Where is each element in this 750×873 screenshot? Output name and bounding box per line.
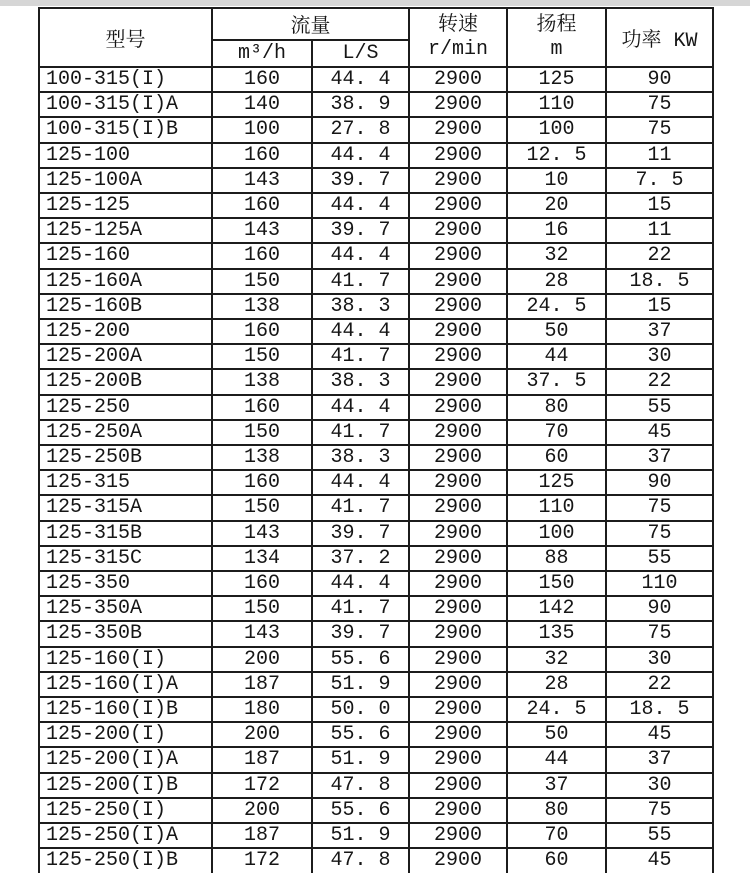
cell-flow-m3h: 160 (212, 143, 312, 168)
cell-model: 125-350 (39, 571, 212, 596)
cell-speed: 2900 (409, 168, 507, 193)
cell-flow-m3h: 160 (212, 243, 312, 268)
cell-model: 125-200B (39, 369, 212, 394)
cell-power: 30 (606, 647, 713, 672)
table-row (39, 798, 713, 823)
cell-flow-ls: 41. 7 (312, 344, 409, 369)
cell-model: 125-125 (39, 193, 212, 218)
cell-model: 125-100 (39, 143, 212, 168)
cell-speed: 2900 (409, 647, 507, 672)
table-body (39, 67, 713, 873)
cell-flow-ls: 55. 6 (312, 647, 409, 672)
cell-model: 125-315 (39, 470, 212, 495)
cell-speed: 2900 (409, 395, 507, 420)
table-row (39, 420, 713, 445)
cell-model: 125-160(I) (39, 647, 212, 672)
header-speed (409, 8, 507, 67)
cell-speed: 2900 (409, 798, 507, 823)
table-row (39, 848, 713, 873)
cell-flow-m3h: 200 (212, 722, 312, 747)
cell-model: 100-315(I) (39, 67, 212, 92)
cell-power: 90 (606, 67, 713, 92)
cell-speed: 2900 (409, 848, 507, 873)
cell-head: 70 (507, 823, 606, 848)
cell-power: 37 (606, 319, 713, 344)
cell-model: 125-350B (39, 621, 212, 646)
cell-flow-m3h: 134 (212, 546, 312, 571)
cell-flow-m3h: 150 (212, 269, 312, 294)
page-top-edge (0, 0, 750, 6)
cell-flow-m3h: 160 (212, 470, 312, 495)
header-model: 型号 (39, 8, 212, 67)
cell-flow-m3h: 143 (212, 521, 312, 546)
table-row (39, 672, 713, 697)
cell-head: 28 (507, 269, 606, 294)
cell-flow-m3h: 187 (212, 823, 312, 848)
cell-model: 125-200A (39, 344, 212, 369)
cell-flow-ls: 38. 3 (312, 445, 409, 470)
cell-head: 80 (507, 395, 606, 420)
cell-model: 125-315C (39, 546, 212, 571)
cell-speed: 2900 (409, 470, 507, 495)
cell-speed: 2900 (409, 747, 507, 772)
cell-power: 75 (606, 117, 713, 142)
cell-head: 88 (507, 546, 606, 571)
cell-head: 60 (507, 445, 606, 470)
table-header (39, 8, 713, 67)
cell-head: 70 (507, 420, 606, 445)
cell-flow-m3h: 140 (212, 92, 312, 117)
cell-flow-m3h: 200 (212, 798, 312, 823)
cell-power: 22 (606, 672, 713, 697)
table-row (39, 243, 713, 268)
cell-model: 125-250(I)A (39, 823, 212, 848)
cell-speed: 2900 (409, 546, 507, 571)
cell-speed: 2900 (409, 344, 507, 369)
cell-flow-m3h: 138 (212, 369, 312, 394)
cell-head: 24. 5 (507, 294, 606, 319)
cell-flow-m3h: 143 (212, 621, 312, 646)
cell-speed: 2900 (409, 420, 507, 445)
table-row (39, 823, 713, 848)
cell-head: 37 (507, 773, 606, 798)
cell-flow-ls: 44. 4 (312, 470, 409, 495)
table-row (39, 647, 713, 672)
cell-model: 125-200 (39, 319, 212, 344)
cell-head: 44 (507, 344, 606, 369)
cell-flow-ls: 37. 2 (312, 546, 409, 571)
cell-power: 37 (606, 445, 713, 470)
cell-head: 135 (507, 621, 606, 646)
cell-flow-m3h: 180 (212, 697, 312, 722)
cell-model: 125-160(I)B (39, 697, 212, 722)
cell-flow-ls: 44. 4 (312, 395, 409, 420)
cell-flow-m3h: 160 (212, 193, 312, 218)
cell-head: 125 (507, 470, 606, 495)
table-row (39, 117, 713, 142)
cell-flow-m3h: 160 (212, 395, 312, 420)
table-row (39, 193, 713, 218)
table-row (39, 218, 713, 243)
header-row-1 (39, 8, 713, 40)
table-row (39, 571, 713, 596)
cell-speed: 2900 (409, 495, 507, 520)
cell-head: 24. 5 (507, 697, 606, 722)
cell-flow-ls: 41. 7 (312, 596, 409, 621)
cell-flow-ls: 39. 7 (312, 168, 409, 193)
cell-head: 60 (507, 848, 606, 873)
cell-power: 22 (606, 369, 713, 394)
header-flow-ls: L/S (312, 40, 409, 67)
cell-model: 125-250 (39, 395, 212, 420)
cell-model: 125-160A (39, 269, 212, 294)
cell-head: 50 (507, 319, 606, 344)
cell-speed: 2900 (409, 67, 507, 92)
cell-head: 50 (507, 722, 606, 747)
cell-flow-ls: 41. 7 (312, 420, 409, 445)
cell-flow-ls: 38. 3 (312, 294, 409, 319)
cell-head: 10 (507, 168, 606, 193)
cell-power: 30 (606, 773, 713, 798)
cell-power: 15 (606, 193, 713, 218)
cell-flow-ls: 39. 7 (312, 621, 409, 646)
cell-flow-m3h: 100 (212, 117, 312, 142)
cell-head: 110 (507, 92, 606, 117)
table-row (39, 143, 713, 168)
cell-power: 45 (606, 722, 713, 747)
cell-head: 125 (507, 67, 606, 92)
cell-head: 100 (507, 521, 606, 546)
cell-model: 125-160(I)A (39, 672, 212, 697)
cell-power: 90 (606, 596, 713, 621)
cell-power: 75 (606, 495, 713, 520)
cell-flow-m3h: 150 (212, 420, 312, 445)
cell-speed: 2900 (409, 596, 507, 621)
cell-flow-ls: 44. 4 (312, 319, 409, 344)
cell-flow-m3h: 143 (212, 218, 312, 243)
cell-head: 32 (507, 647, 606, 672)
cell-power: 45 (606, 420, 713, 445)
cell-flow-m3h: 172 (212, 773, 312, 798)
table-row (39, 747, 713, 772)
cell-model: 125-250B (39, 445, 212, 470)
header-head-unit: m (550, 37, 563, 61)
cell-flow-ls: 38. 3 (312, 369, 409, 394)
cell-power: 55 (606, 546, 713, 571)
table-row (39, 495, 713, 520)
table-row (39, 596, 713, 621)
cell-power: 18. 5 (606, 697, 713, 722)
cell-flow-ls: 39. 7 (312, 218, 409, 243)
cell-flow-m3h: 172 (212, 848, 312, 873)
cell-power: 7. 5 (606, 168, 713, 193)
cell-flow-m3h: 200 (212, 647, 312, 672)
cell-speed: 2900 (409, 445, 507, 470)
table-row (39, 294, 713, 319)
cell-speed: 2900 (409, 571, 507, 596)
table-row (39, 344, 713, 369)
cell-speed: 2900 (409, 243, 507, 268)
header-flow: 流量 (212, 8, 409, 40)
cell-power: 75 (606, 92, 713, 117)
table-row (39, 546, 713, 571)
cell-flow-m3h: 160 (212, 67, 312, 92)
cell-head: 80 (507, 798, 606, 823)
cell-flow-m3h: 187 (212, 747, 312, 772)
cell-head: 110 (507, 495, 606, 520)
cell-model: 125-250(I) (39, 798, 212, 823)
cell-speed: 2900 (409, 672, 507, 697)
cell-flow-ls: 47. 8 (312, 773, 409, 798)
cell-head: 44 (507, 747, 606, 772)
header-speed-label: 转速 (438, 13, 478, 37)
table-row (39, 369, 713, 394)
cell-power: 110 (606, 571, 713, 596)
table-row (39, 773, 713, 798)
cell-speed: 2900 (409, 218, 507, 243)
table-row (39, 521, 713, 546)
cell-flow-ls: 50. 0 (312, 697, 409, 722)
cell-model: 125-250A (39, 420, 212, 445)
cell-model: 100-315(I)A (39, 92, 212, 117)
cell-flow-ls: 51. 9 (312, 747, 409, 772)
table-row (39, 319, 713, 344)
cell-speed: 2900 (409, 521, 507, 546)
cell-flow-ls: 41. 7 (312, 269, 409, 294)
cell-model: 125-200(I) (39, 722, 212, 747)
table-row (39, 92, 713, 117)
cell-head: 100 (507, 117, 606, 142)
cell-power: 75 (606, 521, 713, 546)
cell-flow-ls: 44. 4 (312, 193, 409, 218)
cell-speed: 2900 (409, 319, 507, 344)
header-head (507, 8, 606, 67)
cell-power: 75 (606, 621, 713, 646)
cell-flow-ls: 51. 9 (312, 823, 409, 848)
cell-model: 125-350A (39, 596, 212, 621)
cell-flow-m3h: 138 (212, 445, 312, 470)
cell-flow-m3h: 160 (212, 571, 312, 596)
cell-model: 125-200(I)B (39, 773, 212, 798)
cell-power: 15 (606, 294, 713, 319)
header-head-label: 扬程 (536, 13, 577, 37)
cell-speed: 2900 (409, 369, 507, 394)
cell-speed: 2900 (409, 697, 507, 722)
cell-power: 22 (606, 243, 713, 268)
cell-power: 30 (606, 344, 713, 369)
cell-speed: 2900 (409, 621, 507, 646)
cell-flow-m3h: 143 (212, 168, 312, 193)
table-row (39, 470, 713, 495)
cell-flow-ls: 51. 9 (312, 672, 409, 697)
cell-model: 125-315B (39, 521, 212, 546)
cell-model: 125-160B (39, 294, 212, 319)
header-speed-unit: r/min (427, 37, 488, 61)
cell-model: 125-125A (39, 218, 212, 243)
cell-model: 125-250(I)B (39, 848, 212, 873)
cell-flow-m3h: 150 (212, 495, 312, 520)
cell-head: 12. 5 (507, 143, 606, 168)
header-flow-m3h: m³/h (212, 40, 312, 67)
cell-speed: 2900 (409, 92, 507, 117)
cell-power: 75 (606, 798, 713, 823)
cell-flow-ls: 27. 8 (312, 117, 409, 142)
cell-head: 150 (507, 571, 606, 596)
cell-power: 90 (606, 470, 713, 495)
cell-flow-ls: 41. 7 (312, 495, 409, 520)
cell-flow-m3h: 160 (212, 319, 312, 344)
cell-speed: 2900 (409, 193, 507, 218)
cell-flow-ls: 55. 6 (312, 722, 409, 747)
cell-power: 18. 5 (606, 269, 713, 294)
cell-head: 28 (507, 672, 606, 697)
cell-flow-ls: 44. 4 (312, 67, 409, 92)
cell-power: 55 (606, 395, 713, 420)
cell-head: 32 (507, 243, 606, 268)
cell-power: 45 (606, 848, 713, 873)
cell-speed: 2900 (409, 823, 507, 848)
table-row (39, 697, 713, 722)
cell-speed: 2900 (409, 143, 507, 168)
cell-flow-m3h: 150 (212, 344, 312, 369)
cell-model: 125-200(I)A (39, 747, 212, 772)
cell-flow-m3h: 138 (212, 294, 312, 319)
cell-speed: 2900 (409, 773, 507, 798)
cell-head: 37. 5 (507, 369, 606, 394)
cell-power: 55 (606, 823, 713, 848)
cell-power: 11 (606, 143, 713, 168)
cell-speed: 2900 (409, 294, 507, 319)
pump-spec-table (38, 7, 714, 873)
cell-model: 125-160 (39, 243, 212, 268)
table-row (39, 67, 713, 92)
cell-flow-ls: 44. 4 (312, 243, 409, 268)
cell-model: 100-315(I)B (39, 117, 212, 142)
cell-speed: 2900 (409, 269, 507, 294)
cell-flow-ls: 44. 4 (312, 143, 409, 168)
cell-flow-ls: 55. 6 (312, 798, 409, 823)
cell-head: 16 (507, 218, 606, 243)
cell-flow-m3h: 187 (212, 672, 312, 697)
cell-flow-ls: 47. 8 (312, 848, 409, 873)
cell-flow-m3h: 150 (212, 596, 312, 621)
cell-head: 20 (507, 193, 606, 218)
cell-head: 142 (507, 596, 606, 621)
cell-flow-ls: 38. 9 (312, 92, 409, 117)
table-row (39, 269, 713, 294)
cell-flow-ls: 44. 4 (312, 571, 409, 596)
cell-model: 125-100A (39, 168, 212, 193)
table-row (39, 395, 713, 420)
cell-model: 125-315A (39, 495, 212, 520)
table-row (39, 621, 713, 646)
cell-power: 11 (606, 218, 713, 243)
cell-speed: 2900 (409, 117, 507, 142)
header-power: 功率 KW (606, 8, 713, 67)
table-row (39, 445, 713, 470)
cell-flow-ls: 39. 7 (312, 521, 409, 546)
table-row (39, 722, 713, 747)
table-row (39, 168, 713, 193)
cell-power: 37 (606, 747, 713, 772)
cell-speed: 2900 (409, 722, 507, 747)
